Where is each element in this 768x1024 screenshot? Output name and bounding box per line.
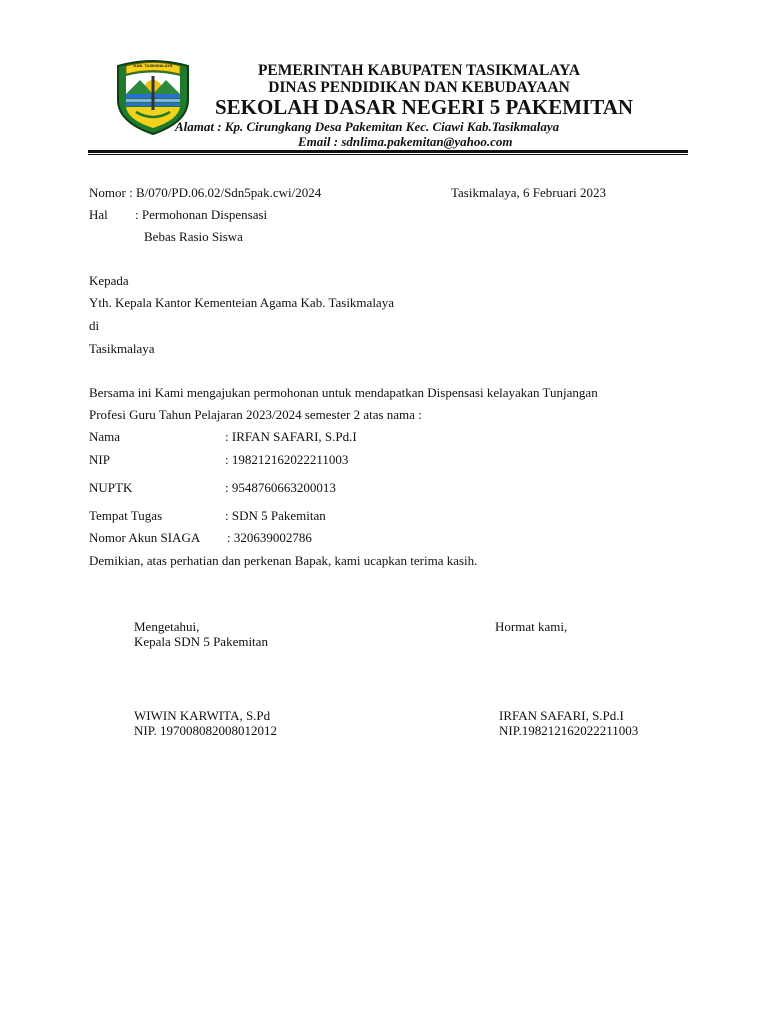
place-date: Tasikmalaya, 6 Februari 2023 — [451, 185, 607, 200]
field-label-nama: Nama — [89, 429, 121, 444]
letterhead-rule — [88, 150, 688, 153]
field-value-nuptk: : 9548760663200013 — [225, 480, 336, 495]
government-line: PEMERINTAH KABUPATEN TASIKMALAYA — [257, 62, 581, 79]
right-sign-line-1: Hormat kami, — [495, 619, 568, 634]
closing-sentence: Demikian, atas perhatian dan perkenan Bapak, kami ucapkan terima kasih. — [89, 553, 478, 568]
field-value-nama: : IRFAN SAFARI, S.Pd.I — [225, 429, 357, 444]
body-paragraph-line-1: Bersama ini Kami mengajukan permohonan untuk mendapatkan Dispensasi kelayakan Tunjangan — [89, 385, 598, 400]
recipient-di: di — [89, 318, 100, 333]
left-signatory-nip: NIP. 197008082008012012 — [134, 723, 278, 738]
subject-label: Hal — [89, 207, 108, 222]
recipient-city: Tasikmalaya — [89, 341, 155, 356]
school-name: SEKOLAH DASAR NEGERI 5 PAKEMITAN — [214, 95, 634, 119]
left-sign-line-1: Mengetahui, — [134, 619, 200, 634]
field-label-nuptk: NUPTK — [89, 480, 133, 495]
department-line: DINAS PENDIDIKAN DAN KEBUDAYAAN — [268, 79, 570, 96]
body-paragraph-line-2: Profesi Guru Tahun Pelajaran 2023/2024 semester 2 atas nama : — [89, 407, 422, 422]
field-value-tempat-tugas: : SDN 5 Pakemitan — [225, 508, 326, 523]
subject-line-2: Bebas Rasio Siswa — [144, 229, 243, 244]
left-signatory-name: WIWIN KARWITA, S.Pd — [134, 708, 271, 723]
field-label-akun-siaga: Nomor Akun SIAGA — [89, 530, 201, 545]
field-label-tempat-tugas: Tempat Tugas — [89, 508, 163, 523]
recipient-title: Yth. Kepala Kantor Kementeian Agama Kab. Tasikmalaya — [89, 295, 394, 310]
subject-line-1: : Permohonan Dispensasi — [135, 207, 268, 222]
school-email: Email : sdnlima.pakemitan@yahoo.com — [298, 134, 513, 149]
field-value-nip: : 198212162022211003 — [225, 452, 349, 467]
school-address: Alamat : Kp. Cirungkang Desa Pakemitan Kec. Ciawi Kab.Tasikmalaya — [175, 119, 560, 134]
field-value-akun-siaga: : 320639002786 — [227, 530, 312, 545]
letter-number: Nomor : B/070/PD.06.02/Sdn5pak.cwi/2024 — [89, 185, 322, 200]
left-sign-line-2: Kepala SDN 5 Pakemitan — [134, 634, 268, 649]
right-signatory-name: IRFAN SAFARI, S.Pd.I — [499, 708, 624, 723]
letterhead-rule-thin — [88, 154, 688, 155]
recipient-intro: Kepada — [89, 273, 129, 288]
right-signatory-nip: NIP.198212162022211003 — [499, 723, 639, 738]
logo-text: KAB. TASIKMALAYA — [133, 63, 173, 68]
field-label-nip: NIP — [89, 452, 110, 467]
